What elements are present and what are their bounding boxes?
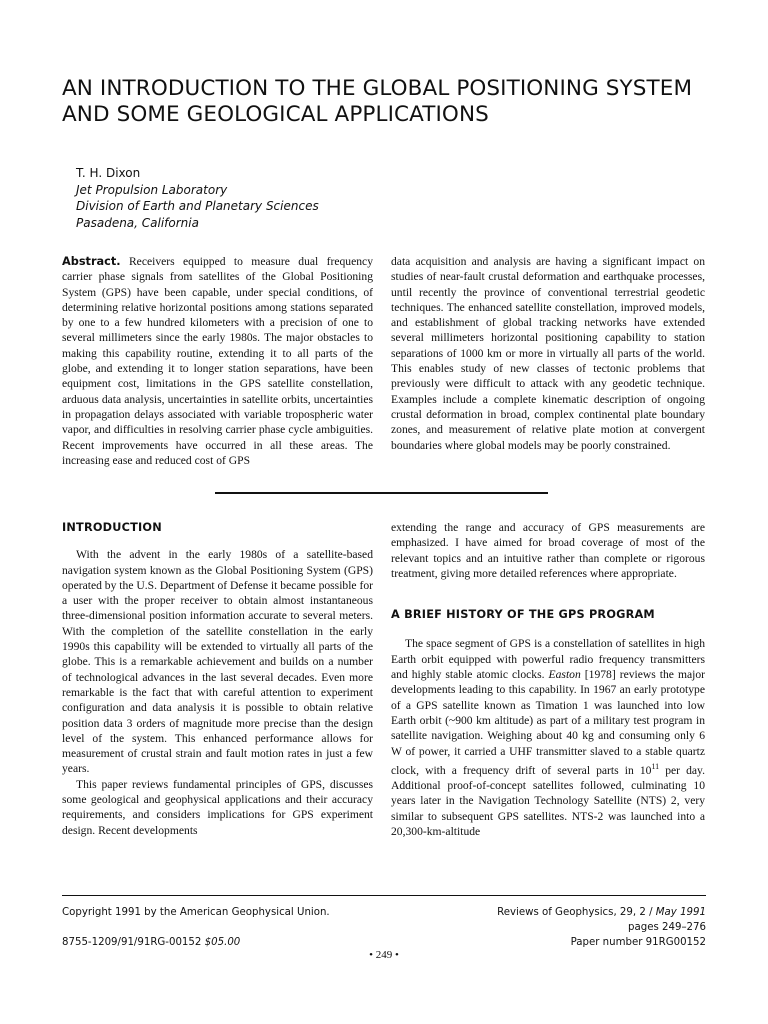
citation-author: Easton bbox=[548, 668, 581, 682]
introduction-paragraph: This paper reviews fundamental principles of GPS, discusses some geological and geophysical applications and their accuracy requirements, and considers implications for GPS experiment design. Recent developments bbox=[62, 777, 373, 837]
history-paragraph: The space segment of GPS is a constellation of satellites in high Earth orbit equipped with powerful radio frequency transmitters and highly stable atomic clocks. Easton [1978] reviews the major developments leading to this capability. In 1967 an early prototype of a GPS satellite known as Timation 1 was launched into low Earth orbit (~900 km altitude) as part of a military test program in satellite navigation. Weighing about 40 kg and consuming only 6 W of power, it carried a UHF transmitter slaved to a stable quartz clock, with a frequency drift of several parts in $10^{11}$ per day. Additional proof-of-concept satellites followed, culminating 10 years later in the Navigation Technology Satellite (NTS) 2, very similar to subsequent GPS satellites. NTS-2 was launched into a 20,300-km-altitude bbox=[391, 637, 706, 838]
author-affiliation: Pasadena, California bbox=[76, 215, 199, 230]
abstract-label: Abstract. bbox=[62, 255, 121, 268]
author-name: T. H. Dixon bbox=[76, 166, 141, 180]
abstract-text: data acquisition and analysis are having a significant impact on studies of near-fault crustal deformation and earthquake processes, until recently the province of conventional terrestrial geodetic techniques. The enhanced satellite constellation, improved models, and establishment of global tracking networks have extended several millimeters horizontal positioning capability to station separations of 1000 km or more in virtually all parts of the world. This enables study of new classes of tectonic problems that previously were difficult to attack with any geodetic technique. Examples include a complete kinematic description of ongoing crustal deformation in broad, complex continental plate boundary zones, and measurement of relative plate motion at convergent boundaries where global models may be poorly constrained. bbox=[391, 255, 705, 452]
introduction-column bbox=[62, 520, 373, 838]
abstract-text: Receivers equipped to measure dual frequency carrier phase signals from satellites of the Global Positioning System (GPS) have been capable, under special conditions, of determining relative horizontal positions among stations separated by one to a few hundred kilometers with a precision of one to several millimeters since the early 1980s. The major obstacles to making this capability routine, extending it to all parts of the globe, and extending it to longer station separations, have been equipment cost, limitations in the GPS satellite constellation, arduous data analysis, uncertainties in satellite orbits, uncertainties in propagation delays associated with variable tropospheric water vapor, and difficulties in resolving carrier phase cycle ambiguities. Recent improvements have occurred in all these areas. The increasing ease and reduced cost of GPS bbox=[62, 255, 373, 467]
author-affiliation: Division of Earth and Planetary Sciences bbox=[76, 199, 319, 213]
introduction-paragraph: With the advent in the early 1980s of a satellite-based navigation system known as the Global Positioning System (GPS) operated by the U.S. Department of Defense it became possible for a user with the proper receiver to obtain almost instantaneous three-dimensional position information accurate to several meters. With the completion of the satellite constellation in the early 1990s this capability will be extended to virtually all parts of the globe. This is a remarkable achievement and builds on a number of technological advances in the last several decades. Even more remarkable is the fact that with careful attention to experiment configuration and data analysis it is possible to obtain relative position data 3 orders of magnitude more precise than the design level of the system. This enhanced performance allows for measurement of crustal strain and fault motion rates in just a few years. bbox=[62, 548, 373, 776]
introduction-heading: INTRODUCTION bbox=[62, 521, 162, 534]
author-affiliation: Jet Propulsion Laboratory bbox=[76, 182, 228, 197]
page-range: pages 249–276 bbox=[628, 922, 706, 933]
article-code: 8755-1209/91/91RG-00152 $05.00 bbox=[62, 937, 241, 948]
citation-year: [1978] bbox=[584, 668, 616, 682]
journal-info bbox=[497, 905, 706, 950]
history-heading: A BRIEF HISTORY OF THE GPS PROGRAM bbox=[391, 608, 655, 622]
page-number: • 249 • bbox=[369, 949, 399, 961]
exponent: 11 bbox=[651, 761, 660, 771]
footer-rule bbox=[62, 895, 706, 896]
right-body-column bbox=[391, 520, 705, 839]
abstract-left-column bbox=[62, 254, 373, 468]
introduction-paragraph: extending the range and accuracy of GPS measurements are emphasized. I have aimed for broad coverage of most of the relevant topics and an intuitive rather than complete or rigorous treatment, giving more detailed references where appropriate. bbox=[391, 521, 705, 580]
section-divider bbox=[215, 492, 548, 494]
copyright-line: Copyright 1991 by the American Geophysical Union. bbox=[62, 907, 330, 918]
price: $05.00 bbox=[204, 937, 241, 948]
journal-citation: Reviews of Geophysics, 29, 2 / May 1991 bbox=[497, 907, 706, 918]
abstract-right-column bbox=[391, 254, 705, 453]
paper-number: Paper number 91RG00152 bbox=[570, 937, 706, 948]
paper-title: AN INTRODUCTION TO THE GLOBAL POSITIONING SYSTEM AND SOME GEOLOGICAL APPLICATIONS bbox=[62, 76, 693, 127]
author-block bbox=[76, 165, 319, 231]
